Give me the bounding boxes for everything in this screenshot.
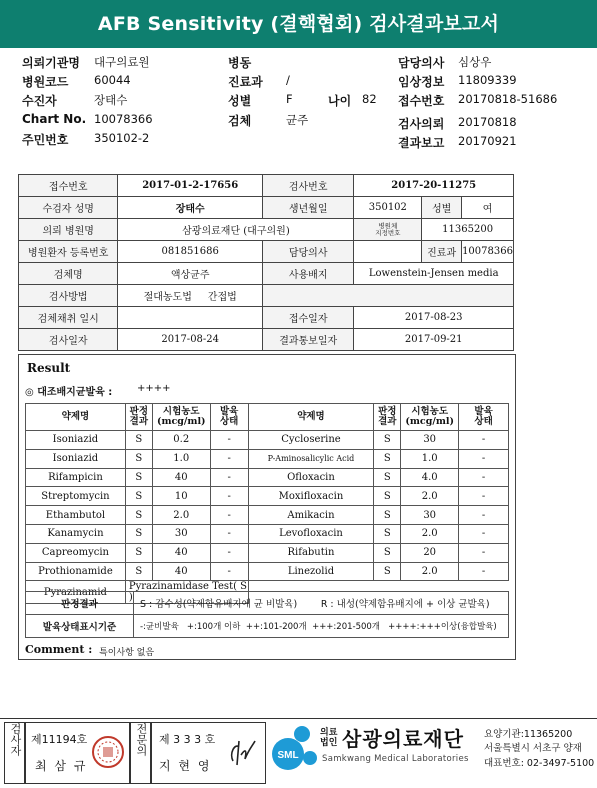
org-address: 서울특별시 서초구 양재 bbox=[484, 743, 582, 754]
specialist-label-box bbox=[130, 722, 152, 784]
scanned-form bbox=[14, 168, 516, 658]
received-date: 2017-08-23 bbox=[354, 307, 514, 329]
clinical-info: 11809339 bbox=[458, 73, 517, 87]
sensitivity-table bbox=[25, 403, 509, 604]
age: 82 bbox=[362, 92, 377, 106]
sensitivity-row bbox=[26, 449, 509, 468]
header-label: 접수번호 bbox=[398, 94, 445, 108]
form-row bbox=[19, 263, 514, 285]
referring-hospital: 삼광의료재단 (대구의원) bbox=[118, 219, 354, 241]
drug-name: Isoniazid bbox=[26, 431, 126, 450]
specialist-box bbox=[150, 722, 266, 784]
logo-text: SML bbox=[277, 750, 299, 761]
col-growth: 발육 상태 bbox=[210, 404, 248, 431]
header-label: 병동 bbox=[228, 56, 252, 70]
col-drug: 약제명 bbox=[26, 404, 126, 431]
specialist-name: 지 현 영 bbox=[159, 759, 212, 773]
comment-text: 특이사항 없음 bbox=[99, 648, 155, 658]
judge-result: S bbox=[374, 562, 401, 581]
drug-name: Linezolid bbox=[248, 562, 374, 581]
form-label: 검체채취 일시 bbox=[19, 307, 118, 329]
sex: F bbox=[286, 92, 293, 106]
receipt-number: 20170818-51686 bbox=[458, 92, 558, 106]
test-concentration: 30 bbox=[401, 431, 459, 450]
drug-name: Capreomycin bbox=[26, 543, 126, 562]
judge-result: S bbox=[125, 468, 152, 487]
resident-number: 350102-2 bbox=[94, 131, 150, 145]
growth-status: - bbox=[210, 449, 248, 468]
header-label: Chart No. bbox=[22, 112, 87, 126]
header-label: 나이 bbox=[328, 94, 352, 108]
medium: Lowenstein-Jensen media bbox=[354, 263, 514, 285]
drug-name: Prothionamide bbox=[26, 562, 126, 581]
request-date: 20170818 bbox=[458, 115, 517, 129]
judge-result: S bbox=[125, 543, 152, 562]
specimen: 균주 bbox=[286, 113, 309, 127]
sensitivity-row bbox=[26, 431, 509, 450]
test-concentration: 10 bbox=[152, 487, 210, 506]
legend-r: R : 내성(약제함유배지에 + 이상 균발육) bbox=[315, 592, 509, 615]
growth-status: - bbox=[459, 524, 509, 543]
pza-value: Pyrazinamidase Test( S ) bbox=[125, 581, 248, 604]
result-title: Result bbox=[27, 361, 71, 375]
legend-row bbox=[26, 592, 509, 615]
legend-row bbox=[26, 615, 509, 638]
drug-name: Rifampicin bbox=[26, 468, 126, 487]
col-conc: 시험농도 (mcg/ml) bbox=[152, 404, 210, 431]
judge-result: S bbox=[374, 468, 401, 487]
agency-number: 요양기관:11365200 bbox=[484, 729, 573, 740]
result-box bbox=[18, 354, 516, 660]
form-label: 접수일자 bbox=[262, 307, 354, 329]
test-concentration: 2.0 bbox=[401, 562, 459, 581]
growth-status: - bbox=[459, 543, 509, 562]
collection-time bbox=[118, 307, 262, 329]
header-label: 결과보고 bbox=[398, 136, 445, 150]
org-phone: 대표번호: 02-3497-5100 bbox=[484, 758, 595, 769]
drug-name: Amikacin bbox=[248, 506, 374, 525]
birth-date: 350102 bbox=[354, 197, 422, 219]
test-concentration: 2.0 bbox=[401, 487, 459, 506]
method-indirect: 간접법 bbox=[207, 292, 237, 303]
growth-status: - bbox=[210, 506, 248, 525]
form-label: 사용배지 bbox=[262, 263, 354, 285]
drug-name: Moxifloxacin bbox=[248, 487, 374, 506]
hospital-name: 대구의료원 bbox=[94, 55, 150, 69]
col-conc: 시험농도 (mcg/ml) bbox=[401, 404, 459, 431]
test-concentration: 20 bbox=[401, 543, 459, 562]
form-row bbox=[19, 307, 514, 329]
growth-status: - bbox=[459, 468, 509, 487]
drug-name: Isoniazid bbox=[26, 449, 126, 468]
growth-status: - bbox=[459, 487, 509, 506]
pza-label: Pyrazinamid bbox=[26, 581, 126, 604]
header-label: 담당의사 bbox=[398, 56, 445, 70]
notify-date: 2017-09-21 bbox=[354, 329, 514, 351]
form-row bbox=[19, 219, 514, 241]
judge-result: S bbox=[374, 487, 401, 506]
growth-status: - bbox=[210, 562, 248, 581]
chart-number: 10078366 bbox=[94, 112, 153, 126]
examiner-label-box bbox=[4, 722, 26, 784]
sensitivity-body bbox=[26, 431, 509, 581]
patient-name-form: 장태수 bbox=[118, 197, 262, 219]
col-judge: 판정 결과 bbox=[125, 404, 152, 431]
form-label: 병원체 지정번호 bbox=[354, 219, 422, 241]
test-concentration: 40 bbox=[152, 543, 210, 562]
judge-result: S bbox=[125, 506, 152, 525]
test-no: 2017-20-11275 bbox=[354, 175, 514, 197]
legend-judge-label: 판정결과 bbox=[26, 592, 134, 615]
header-label: 검체 bbox=[228, 114, 252, 128]
examiner-box bbox=[24, 722, 130, 784]
doctor: 심상우 bbox=[458, 55, 492, 69]
pathogen-number: 11365200 bbox=[422, 219, 514, 241]
test-concentration: 4.0 bbox=[401, 468, 459, 487]
test-concentration: 40 bbox=[152, 562, 210, 581]
judge-result: S bbox=[125, 524, 152, 543]
form-label: 결과통보일자 bbox=[262, 329, 354, 351]
drug-name: Streptomycin bbox=[26, 487, 126, 506]
form-row bbox=[19, 329, 514, 351]
test-date: 2017-08-24 bbox=[118, 329, 262, 351]
test-method bbox=[118, 285, 262, 307]
header-label: 진료과 bbox=[228, 75, 263, 89]
judge-result: S bbox=[374, 449, 401, 468]
form-label: 담당의사 bbox=[262, 241, 354, 263]
col-growth: 발육 상태 bbox=[459, 404, 509, 431]
header-label: 의뢰기관명 bbox=[22, 56, 80, 70]
judge-result: S bbox=[125, 431, 152, 450]
sensitivity-header-row bbox=[26, 404, 509, 431]
specimen-name: 액상균주 bbox=[118, 263, 262, 285]
patient-name: 장태수 bbox=[94, 93, 128, 107]
hospital-code: 60044 bbox=[94, 73, 131, 87]
form-label: 검사일자 bbox=[19, 329, 118, 351]
drug-name: P-Aminosalicylic Acid bbox=[248, 449, 374, 468]
method-absolute: 절대농도법 bbox=[143, 292, 192, 303]
examiner-seal-icon bbox=[91, 735, 125, 769]
drug-name: Kanamycin bbox=[26, 524, 126, 543]
header-label: 임상정보 bbox=[398, 75, 445, 89]
header-label: 성별 bbox=[228, 94, 252, 108]
test-concentration: 1.0 bbox=[152, 449, 210, 468]
report-title: AFB Sensitivity (결핵협회) 검사결과보고서 bbox=[0, 0, 597, 48]
form-row bbox=[19, 241, 514, 263]
sml-logo-icon bbox=[270, 724, 320, 776]
report-date: 20170921 bbox=[458, 134, 517, 148]
form-row bbox=[19, 197, 514, 219]
test-concentration: 0.2 bbox=[152, 431, 210, 450]
drug-name: Ofloxacin bbox=[248, 468, 374, 487]
judge-result: S bbox=[374, 524, 401, 543]
sensitivity-row bbox=[26, 562, 509, 581]
header-label: 검사의뢰 bbox=[398, 117, 445, 131]
growth-status: - bbox=[210, 487, 248, 506]
judge-result: S bbox=[374, 506, 401, 525]
col-drug: 약제명 bbox=[248, 404, 374, 431]
patient-reg-no: 081851686 bbox=[118, 241, 262, 263]
drug-name: Levofloxacin bbox=[248, 524, 374, 543]
legend-growth-text: -:균비발육 +:100개 이하 ++:101-200개 +++:201-500개 ++++:+++이상(융합발육) bbox=[134, 615, 509, 638]
sex-form: 여 bbox=[462, 197, 514, 219]
form-label: 접수번호 bbox=[19, 175, 118, 197]
growth-status: - bbox=[210, 468, 248, 487]
legend-growth-label: 발육상태표시기준 bbox=[26, 615, 134, 638]
test-concentration: 30 bbox=[401, 506, 459, 525]
control-growth-label: ◎ 대조배지균발육 : bbox=[25, 387, 113, 398]
form-label: 병원환자 등록번호 bbox=[19, 241, 118, 263]
org-name: 삼광의료재단 bbox=[342, 727, 464, 751]
sensitivity-row bbox=[26, 543, 509, 562]
judge-result: S bbox=[374, 543, 401, 562]
form-label: 검사번호 bbox=[262, 175, 354, 197]
header-info bbox=[22, 54, 582, 150]
growth-status: - bbox=[459, 449, 509, 468]
col-judge: 판정 결과 bbox=[374, 404, 401, 431]
form-label: 검체명 bbox=[19, 263, 118, 285]
examiner-no: 제11194호 bbox=[31, 733, 88, 746]
examiner-label: 검사자 bbox=[9, 723, 22, 756]
header-label: 병원코드 bbox=[22, 75, 69, 89]
sensitivity-row bbox=[26, 524, 509, 543]
legend-s: S : 감수성(약제함유배지에 균 비발육) bbox=[134, 592, 315, 615]
sensitivity-row bbox=[26, 487, 509, 506]
drug-name: Rifabutin bbox=[248, 543, 374, 562]
form-row bbox=[19, 175, 514, 197]
form-label: 수검자 성명 bbox=[19, 197, 118, 219]
drug-name: Ethambutol bbox=[26, 506, 126, 525]
comment-label: Comment : bbox=[25, 643, 93, 656]
growth-status: - bbox=[459, 562, 509, 581]
patient-form-table bbox=[18, 174, 514, 351]
sensitivity-row bbox=[26, 468, 509, 487]
test-concentration: 40 bbox=[152, 468, 210, 487]
judge-result: S bbox=[125, 562, 152, 581]
test-concentration: 1.0 bbox=[401, 449, 459, 468]
specialist-no: 제 3 3 3 호 bbox=[159, 733, 216, 746]
test-concentration: 2.0 bbox=[401, 524, 459, 543]
judge-result: S bbox=[374, 431, 401, 450]
test-concentration: 30 bbox=[152, 524, 210, 543]
form-label: 진료과 bbox=[422, 241, 462, 263]
dept-form: 10078366 bbox=[462, 241, 514, 263]
control-growth-value: ++++ bbox=[137, 383, 171, 394]
specialist-label: 전문의 bbox=[135, 723, 148, 756]
header-label: 주민번호 bbox=[22, 133, 69, 147]
legend-table bbox=[25, 591, 509, 638]
org-english: Samkwang Medical Laboratories bbox=[322, 754, 469, 764]
growth-status: - bbox=[210, 524, 248, 543]
growth-status: - bbox=[459, 506, 509, 525]
judge-result: S bbox=[125, 449, 152, 468]
header-label: 수진자 bbox=[22, 94, 57, 108]
judge-result: S bbox=[125, 487, 152, 506]
growth-status: - bbox=[210, 431, 248, 450]
department: / bbox=[286, 73, 290, 87]
form-row bbox=[19, 285, 514, 307]
form-label: 생년월일 bbox=[262, 197, 354, 219]
form-label: 검사방법 bbox=[19, 285, 118, 307]
signature-icon bbox=[225, 735, 259, 769]
test-concentration: 2.0 bbox=[152, 506, 210, 525]
receipt-no: 2017-01-2-17656 bbox=[118, 175, 262, 197]
drug-name: Cycloserine bbox=[248, 431, 374, 450]
org-prefix: 의료법인 bbox=[320, 728, 338, 748]
sensitivity-row bbox=[26, 506, 509, 525]
form-label: 의뢰 병원명 bbox=[19, 219, 118, 241]
growth-status: - bbox=[210, 543, 248, 562]
examiner-name: 최 삼 규 bbox=[35, 759, 88, 773]
form-label: 성별 bbox=[422, 197, 462, 219]
growth-status: - bbox=[459, 431, 509, 450]
